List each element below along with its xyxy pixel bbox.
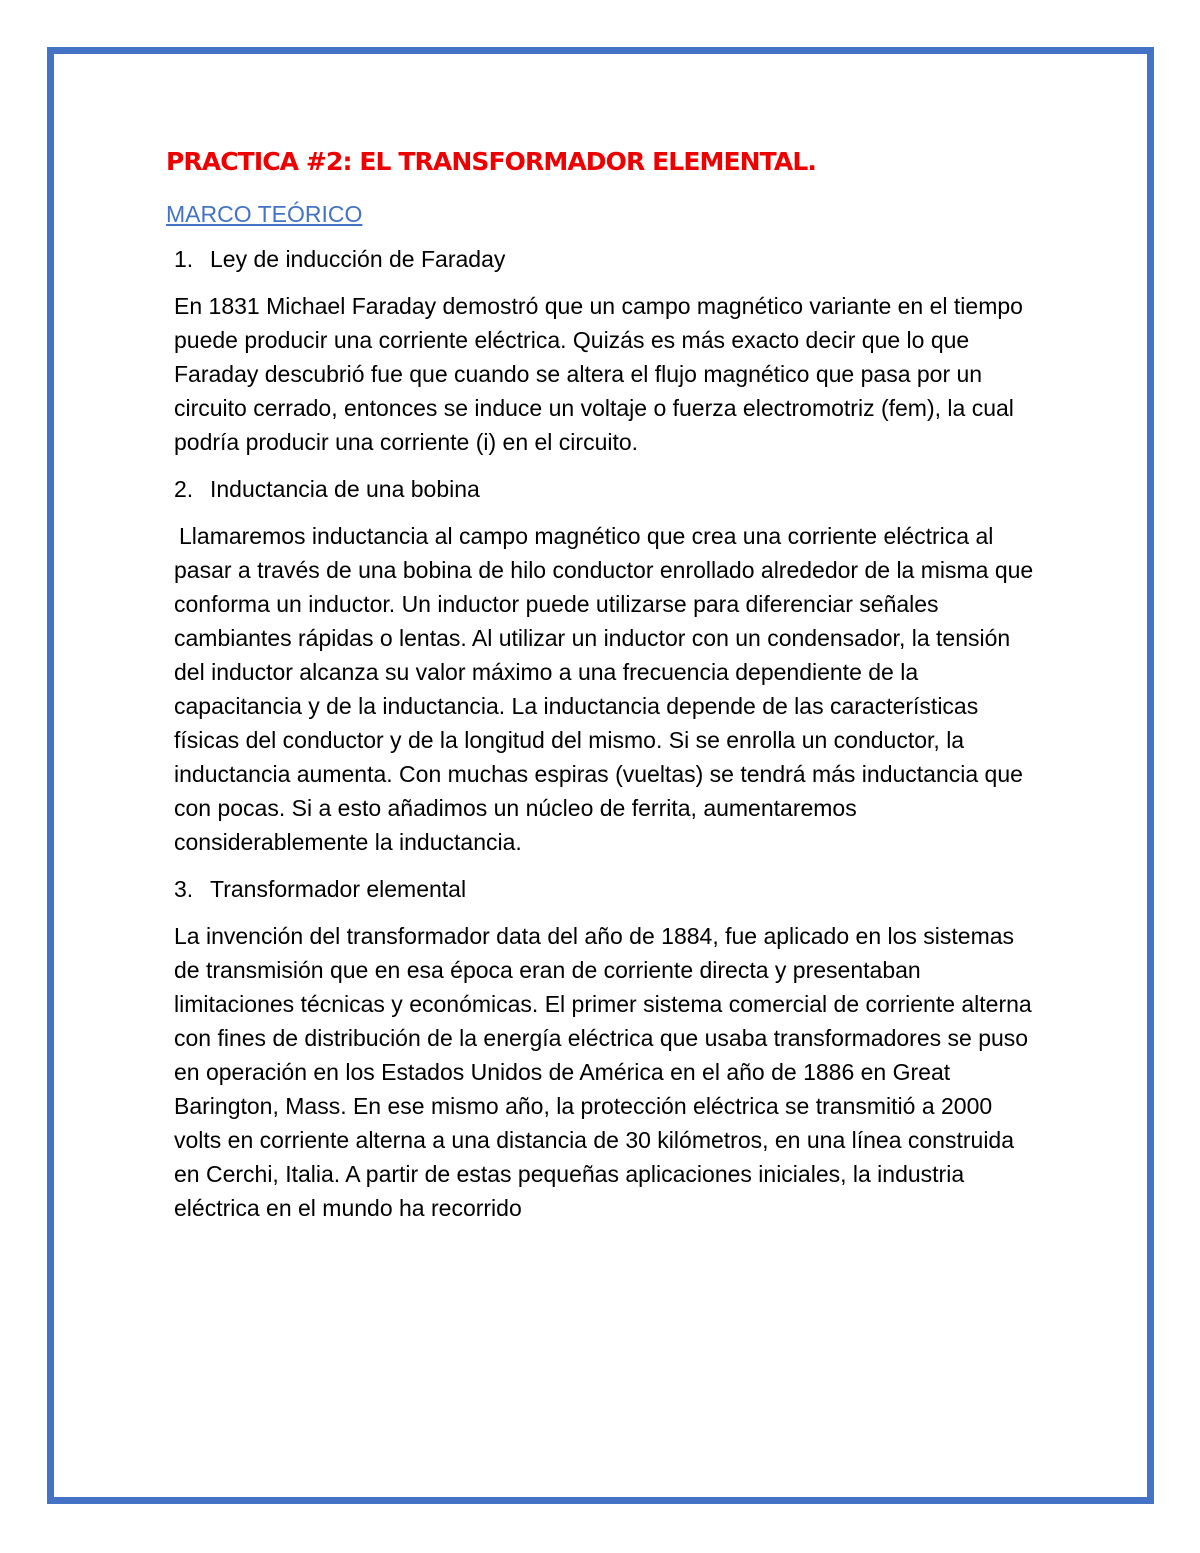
document-body (166, 140, 1046, 1238)
section-number: 2. (174, 476, 194, 502)
section-heading-text: Transformador elemental (210, 876, 467, 902)
section-paragraph-3: La invención del transformador data del año de 1884, fue aplicado en los sistemas de transmisión que en esa época eran de corriente directa y presentaban limitaciones técnicas y económicas. El primer sistema comercial de corriente alterna con fines de distribución de la energía eléctrica que usaba transformadores se puso en operación en los Estados Unidos de América en el año de 1886 en Great Barington, Mass. En ese mismo año, la protección eléctrica se transmitió a 2000 volts en corriente alterna a una distancia de 30 kilómetros, en una línea construida en Cerchi, Italia. A partir de estas pequeñas aplicaciones iniciales, la industria eléctrica en el mundo ha recorrido (174, 923, 1032, 1221)
section-paragraph-2: Llamaremos inductancia al campo magnético que crea una corriente eléctrica al pasar a través de una bobina de hilo conductor enrollado alrededor de la misma que conforma un inductor. Un inductor puede utilizarse para diferenciar señales cambiantes rápidas o lentas. Al utilizar un inductor con un condensador, la tensión del inductor alcanza su valor máximo a una frecuencia dependiente de la capacitancia y de la inductancia. La inductancia depende de las características físicas del conductor y de la longitud del mismo. Si se enrolla un conductor, la inductancia aumenta. Con muchas espiras (vueltas) se tendrá más inductancia que con pocas. Si a esto añadimos un núcleo de ferrita, aumentaremos considerablemente la inductancia. (174, 523, 1034, 855)
section-number: 1. (174, 246, 194, 272)
section-heading-3 (174, 872, 1046, 906)
section-heading-text: Ley de inducción de Faraday (210, 246, 506, 272)
section-heading-text: Inductancia de una bobina (210, 476, 480, 502)
section-number: 3. (174, 876, 194, 902)
section-paragraph-1: En 1831 Michael Faraday demostró que un campo magnético variante en el tiempo puede producir una corriente eléctrica. Quizás es más exacto decir que lo que Faraday descubrió fue que cuando se altera el flujo magnético que pasa por un circuito cerrado, entonces se induce un voltaje o fuerza electromotriz (fem), la cual podría producir una corriente (i) en el circuito. (174, 293, 1023, 455)
document-title: PRACTICA #2: EL TRANSFORMADOR ELEMENTAL. (166, 147, 816, 176)
section-heading-1 (174, 242, 1046, 276)
section-subtitle: MARCO TEÓRICO (166, 201, 363, 227)
section-heading-2 (174, 472, 1046, 506)
